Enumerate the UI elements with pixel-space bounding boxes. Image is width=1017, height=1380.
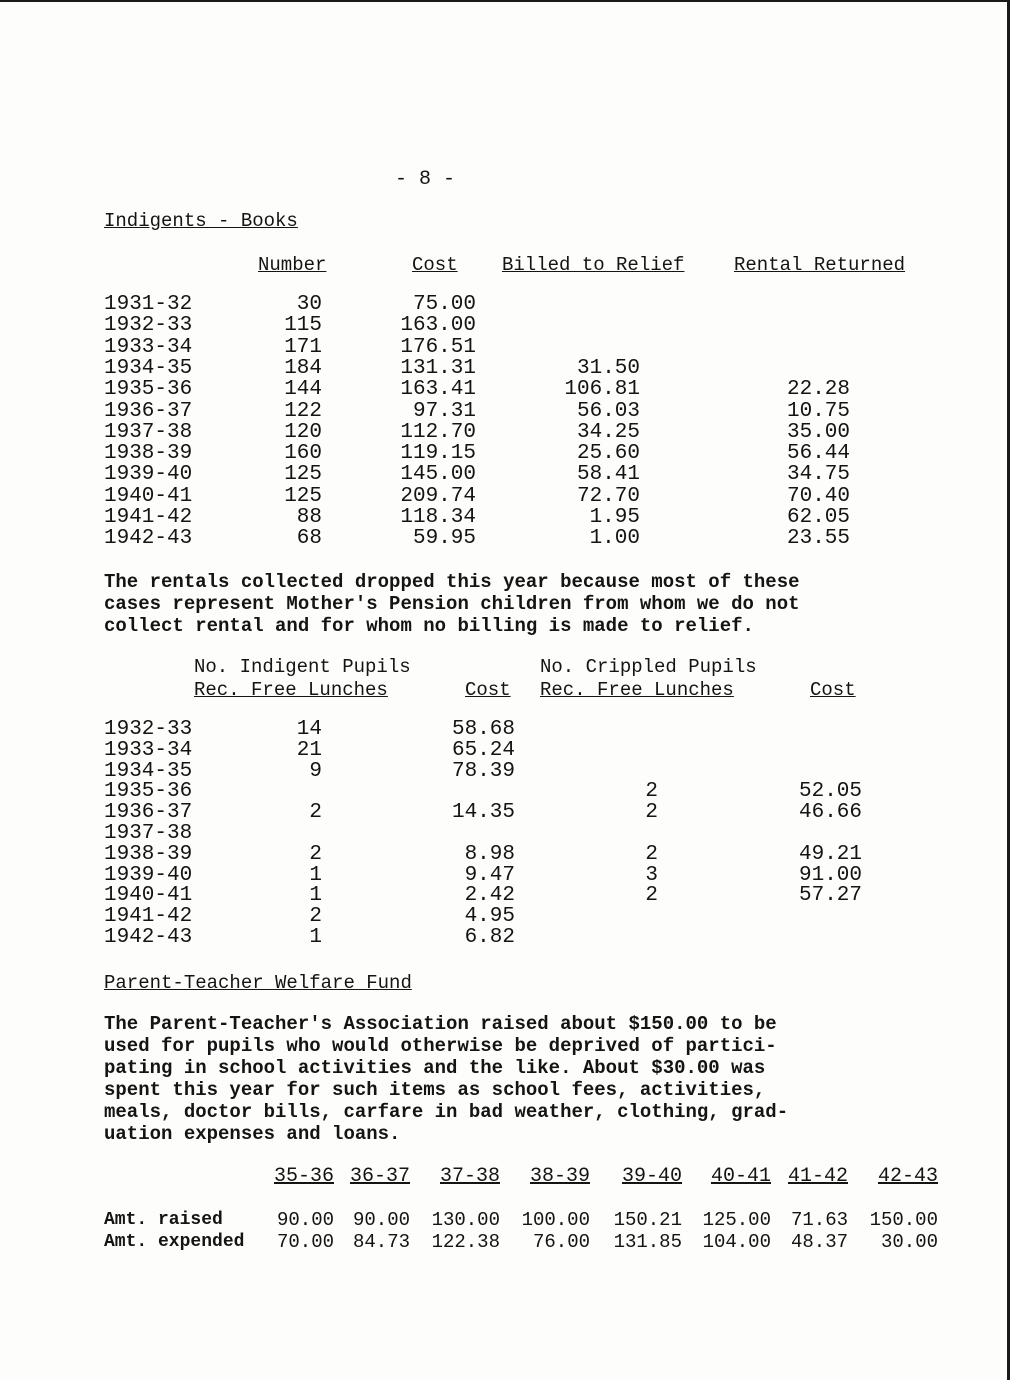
books-billed: 25.60 [576, 442, 640, 466]
fund-year-header: 42-43 [877, 1165, 938, 1188]
books-number: 30 [296, 293, 322, 316]
lunch-crippled-cost: 91.00 [798, 863, 862, 887]
fund-expended-value: 131.85 [613, 1231, 682, 1253]
lunch-year: 1937-38 [104, 822, 193, 845]
fund-expended-value: 76.00 [532, 1231, 590, 1253]
books-number: 68 [296, 527, 322, 551]
fund-year-header: 36-37 [349, 1165, 410, 1188]
books-header-rental: Rental Returned [734, 254, 906, 276]
books-rental: 34.75 [786, 463, 850, 487]
fund-expended-value: 30.00 [880, 1231, 938, 1253]
lunch-indigent-cost: 58.68 [451, 718, 515, 741]
fund-expended-value: 104.00 [702, 1231, 771, 1253]
books-year: 1932-33 [104, 314, 193, 338]
lunch-year: 1941-42 [104, 905, 193, 929]
books-rental: 56.44 [786, 442, 850, 466]
books-cost: 59.95 [412, 527, 476, 551]
fund-raised-value: 90.00 [276, 1209, 334, 1231]
fund-paragraph-line: spent this year for such items as school fees, activities, [104, 1079, 766, 1101]
fund-expended-value: 122.38 [431, 1231, 500, 1253]
fund-year-header: 40-41 [710, 1165, 771, 1188]
lunch-header-cost1: Cost [465, 679, 511, 701]
books-year: 1933-34 [104, 335, 193, 359]
lunch-year: 1934-35 [104, 759, 193, 783]
fund-raised-value: 125.00 [702, 1209, 771, 1231]
lunch-indigent-cost: 2.42 [464, 884, 515, 908]
fund-year-header: 38-39 [529, 1165, 590, 1188]
books-number: 171 [284, 335, 322, 359]
lunch-header-indigent-bottom: Rec. Free Lunches [194, 679, 388, 701]
lunch-indigent-count: 14 [296, 718, 322, 741]
books-number: 125 [284, 484, 322, 508]
lunch-crippled-count: 2 [645, 842, 658, 866]
books-header-cost: Cost [412, 254, 458, 276]
lunch-crippled-cost: 57.27 [798, 884, 862, 908]
books-cost: 97.31 [412, 399, 476, 423]
lunch-crippled-cost: 49.21 [798, 842, 862, 866]
lunch-year: 1935-36 [104, 780, 193, 804]
lunch-year: 1940-41 [104, 884, 193, 908]
lunch-indigent-cost: 65.24 [451, 738, 515, 762]
fund-year-header: 37-38 [439, 1165, 500, 1188]
books-note-line: The rentals collected dropped this year because most of these [104, 571, 800, 593]
books-cost: 145.00 [400, 463, 476, 487]
books-number: 184 [284, 356, 322, 380]
fund-paragraph-line: meals, doctor bills, carfare in bad weather, clothing, grad- [104, 1101, 789, 1123]
lunch-header-crippled-bottom: Rec. Free Lunches [540, 679, 734, 701]
books-rental: 23.55 [786, 527, 850, 551]
books-billed: 56.03 [576, 399, 640, 423]
books-number: 120 [284, 420, 322, 444]
books-header-billed: Billed to Relief [502, 254, 685, 276]
lunch-indigent-count: 1 [309, 926, 322, 949]
books-number: 125 [284, 463, 322, 487]
fund-section-title: Parent-Teacher Welfare Fund [104, 972, 412, 994]
books-note-line: cases represent Mother's Pension children from whom we do not [104, 593, 800, 615]
fund-raised-value: 150.00 [869, 1209, 938, 1231]
books-number: 115 [284, 314, 322, 338]
books-cost: 112.70 [400, 420, 476, 444]
books-number: 160 [284, 442, 322, 466]
books-cost: 163.41 [400, 378, 476, 402]
fund-year-header: 35-36 [273, 1165, 334, 1188]
lunch-year: 1932-33 [104, 718, 193, 741]
books-billed: 58.41 [576, 463, 640, 487]
books-year: 1940-41 [104, 484, 193, 508]
books-cost: 131.31 [400, 356, 476, 380]
books-year: 1935-36 [104, 378, 193, 402]
lunch-year: 1942-43 [104, 926, 193, 949]
fund-expended-value: 48.37 [790, 1231, 848, 1253]
books-note-line: collect rental and for whom no billing is made to relief. [104, 615, 754, 637]
lunch-crippled-count: 3 [645, 863, 658, 887]
lunch-indigent-cost: 78.39 [451, 759, 515, 783]
books-cost: 163.00 [400, 314, 476, 338]
books-cost: 209.74 [400, 484, 476, 508]
lunch-crippled-count: 2 [645, 801, 658, 825]
fund-raised-value: 90.00 [352, 1209, 410, 1231]
lunch-header-crippled-top: No. Crippled Pupils [540, 656, 757, 678]
lunch-header-indigent-top: No. Indigent Pupils [194, 656, 411, 678]
lunch-indigent-cost: 6.82 [464, 926, 515, 949]
lunch-year: 1936-37 [104, 801, 193, 825]
books-year: 1931-32 [104, 293, 193, 316]
lunch-indigent-count: 1 [309, 884, 322, 908]
books-year: 1934-35 [104, 356, 193, 380]
lunch-indigent-cost: 9.47 [464, 863, 515, 887]
fund-raised-value: 130.00 [431, 1209, 500, 1231]
books-number: 88 [296, 506, 322, 529]
lunch-crippled-count: 2 [645, 884, 658, 908]
books-number: 122 [284, 399, 322, 423]
fund-expended-value: 84.73 [352, 1231, 410, 1253]
lunch-indigent-count: 21 [296, 738, 322, 762]
books-rental: 35.00 [786, 420, 850, 444]
books-billed: 106.81 [564, 378, 640, 402]
books-billed: 1.95 [589, 506, 640, 529]
lunch-indigent-count: 2 [309, 842, 322, 866]
books-cost: 119.15 [400, 442, 476, 466]
fund-raised-label: Amt. raised [104, 1210, 223, 1230]
lunch-indigent-count: 9 [309, 759, 322, 783]
fund-year-header: 41-42 [787, 1165, 848, 1188]
lunch-crippled-cost: 46.66 [798, 801, 862, 825]
lunch-crippled-count: 2 [645, 780, 658, 804]
fund-paragraph-line: The Parent-Teacher's Association raised about $150.00 to be [104, 1013, 777, 1035]
lunch-crippled-cost: 52.05 [798, 780, 862, 804]
books-cost: 176.51 [400, 335, 476, 359]
books-cost: 75.00 [412, 293, 476, 316]
lunch-year: 1939-40 [104, 863, 193, 887]
lunch-year: 1933-34 [104, 738, 193, 762]
lunch-indigent-count: 2 [309, 905, 322, 929]
books-header-number: Number [258, 254, 327, 276]
fund-paragraph-line: pating in school activities and the like. About $30.00 was [104, 1057, 766, 1079]
books-cost: 118.34 [400, 506, 476, 529]
fund-raised-value: 71.63 [790, 1209, 848, 1231]
lunch-indigent-count: 2 [309, 801, 322, 825]
fund-raised-value: 100.00 [521, 1209, 590, 1231]
lunch-indigent-count: 1 [309, 863, 322, 887]
books-rental: 62.05 [786, 506, 850, 529]
books-number: 144 [284, 378, 322, 402]
books-billed: 34.25 [576, 420, 640, 444]
books-rental: 10.75 [786, 399, 850, 423]
lunch-header-cost2: Cost [810, 679, 856, 701]
books-year: 1937-38 [104, 420, 193, 444]
fund-paragraph-line: uation expenses and loans. [104, 1123, 401, 1145]
lunch-indigent-cost: 8.98 [464, 842, 515, 866]
books-year: 1941-42 [104, 506, 193, 529]
fund-expended-value: 70.00 [276, 1231, 334, 1253]
books-year: 1939-40 [104, 463, 193, 487]
books-billed: 72.70 [576, 484, 640, 508]
books-year: 1942-43 [104, 527, 193, 551]
books-year: 1936-37 [104, 399, 193, 423]
lunch-year: 1938-39 [104, 842, 193, 866]
fund-year-header: 39-40 [621, 1165, 682, 1188]
fund-expended-label: Amt. expended [104, 1232, 245, 1252]
books-billed: 1.00 [589, 527, 640, 551]
books-section-title: Indigents - Books [104, 210, 298, 232]
books-rental: 70.40 [786, 484, 850, 508]
books-billed: 31.50 [576, 356, 640, 380]
lunch-indigent-cost: 4.95 [464, 905, 515, 929]
page-number: - 8 - [395, 168, 456, 191]
books-year: 1938-39 [104, 442, 193, 466]
books-rental: 22.28 [786, 378, 850, 402]
fund-raised-value: 150.21 [613, 1209, 682, 1231]
lunch-indigent-cost: 14.35 [451, 801, 515, 825]
fund-paragraph-line: used for pupils who would otherwise be deprived of partici- [104, 1035, 777, 1057]
